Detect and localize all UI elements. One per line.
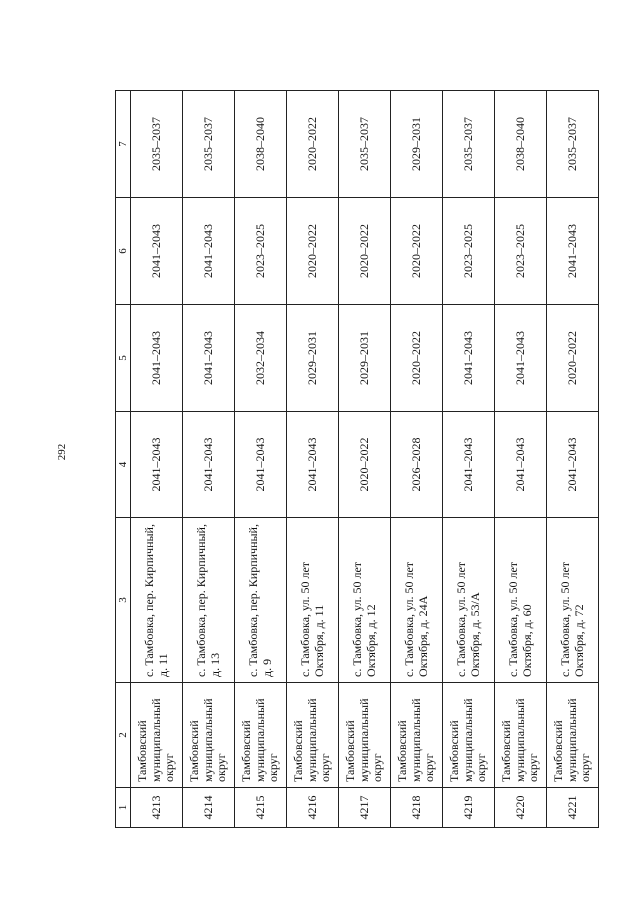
address-cell: с. Тамбовка, пер. Кирпичный, д. 9: [235, 518, 287, 683]
district-cell: Тамбовский муниципальный округ: [131, 683, 183, 788]
period-cell: 2035–2037: [183, 91, 235, 198]
district-cell: Тамбовский муниципальный округ: [235, 683, 287, 788]
period-cell: 2020–2022: [339, 412, 391, 518]
period-cell: 2023–2025: [495, 198, 547, 305]
period-cell: 2020–2022: [547, 305, 599, 412]
address-cell: с. Тамбовка, пер. Кирпичный, д. 11: [131, 518, 183, 683]
table-row: [235, 91, 287, 828]
period-cell: 2026–2028: [391, 412, 443, 518]
period-cell: 2035–2037: [131, 91, 183, 198]
period-cell: 2020–2022: [391, 198, 443, 305]
period-cell: 2038–2040: [495, 91, 547, 198]
address-cell: с. Тамбовка, ул. 50 лет Октября, д. 60: [495, 518, 547, 683]
period-cell: 2041–2043: [495, 305, 547, 412]
row-number: 4218: [391, 788, 443, 828]
period-cell: 2020–2022: [287, 198, 339, 305]
district-cell: Тамбовский муниципальный округ: [287, 683, 339, 788]
address-cell: с. Тамбовка, ул. 50 лет Октября, д. 53/А: [443, 518, 495, 683]
period-cell: 2041–2043: [131, 305, 183, 412]
period-cell: 2041–2043: [131, 412, 183, 518]
table-row: [495, 91, 547, 828]
table-row: [131, 91, 183, 828]
district-cell: Тамбовский муниципальный округ: [339, 683, 391, 788]
period-cell: 2041–2043: [547, 198, 599, 305]
table-row: [547, 91, 599, 828]
district-cell: Тамбовский муниципальный округ: [183, 683, 235, 788]
period-cell: 2035–2037: [339, 91, 391, 198]
row-number: 4217: [339, 788, 391, 828]
period-cell: 2041–2043: [443, 412, 495, 518]
column-header: 2: [116, 683, 131, 788]
period-cell: 2029–2031: [287, 305, 339, 412]
period-cell: 2041–2043: [183, 412, 235, 518]
district-cell: Тамбовский муниципальный округ: [391, 683, 443, 788]
column-header: 4: [116, 412, 131, 518]
period-cell: 2035–2037: [547, 91, 599, 198]
district-cell: Тамбовский муниципальный округ: [443, 683, 495, 788]
table-row: [183, 91, 235, 828]
district-cell: Тамбовский муниципальный округ: [547, 683, 599, 788]
row-number: 4216: [287, 788, 339, 828]
row-number: 4214: [183, 788, 235, 828]
table-row: [443, 91, 495, 828]
period-cell: 2023–2025: [443, 198, 495, 305]
row-number: 4215: [235, 788, 287, 828]
column-header: 1: [116, 788, 131, 828]
page-number: 292: [56, 443, 68, 461]
column-header: 7: [116, 91, 131, 198]
period-cell: 2041–2043: [235, 412, 287, 518]
period-cell: 2041–2043: [495, 412, 547, 518]
row-number: 4219: [443, 788, 495, 828]
column-header: 6: [116, 198, 131, 305]
address-cell: с. Тамбовка, пер. Кирпичный, д. 13: [183, 518, 235, 683]
period-cell: 2035–2037: [443, 91, 495, 198]
period-cell: 2020–2022: [287, 91, 339, 198]
period-cell: 2041–2043: [131, 198, 183, 305]
period-cell: 2032–2034: [235, 305, 287, 412]
period-cell: 2029–2031: [339, 305, 391, 412]
period-cell: 2020–2022: [391, 305, 443, 412]
period-cell: 2020–2022: [339, 198, 391, 305]
period-cell: 2023–2025: [235, 198, 287, 305]
district-cell: Тамбовский муниципальный округ: [495, 683, 547, 788]
period-cell: 2041–2043: [183, 305, 235, 412]
address-cell: с. Тамбовка, ул. 50 лет Октября, д. 24А: [391, 518, 443, 683]
period-cell: 2041–2043: [443, 305, 495, 412]
address-cell: с. Тамбовка, ул. 50 лет Октября, д. 72: [547, 518, 599, 683]
row-number: 4213: [131, 788, 183, 828]
period-cell: 2041–2043: [287, 412, 339, 518]
table-row: [287, 91, 339, 828]
address-cell: с. Тамбовка, ул. 50 лет Октября, д. 12: [339, 518, 391, 683]
schedule-table: [115, 90, 599, 828]
table-row: [339, 91, 391, 828]
row-number: 4221: [547, 788, 599, 828]
period-cell: 2041–2043: [183, 198, 235, 305]
period-cell: 2029–2031: [391, 91, 443, 198]
table-row: [391, 91, 443, 828]
row-number: 4220: [495, 788, 547, 828]
column-header: 3: [116, 518, 131, 683]
column-number-row: [116, 91, 131, 828]
period-cell: 2041–2043: [547, 412, 599, 518]
address-cell: с. Тамбовка, ул. 50 лет Октября, д. 11: [287, 518, 339, 683]
period-cell: 2038–2040: [235, 91, 287, 198]
table-body: [131, 91, 599, 828]
column-header: 5: [116, 305, 131, 412]
table-viewport: [115, 91, 593, 828]
